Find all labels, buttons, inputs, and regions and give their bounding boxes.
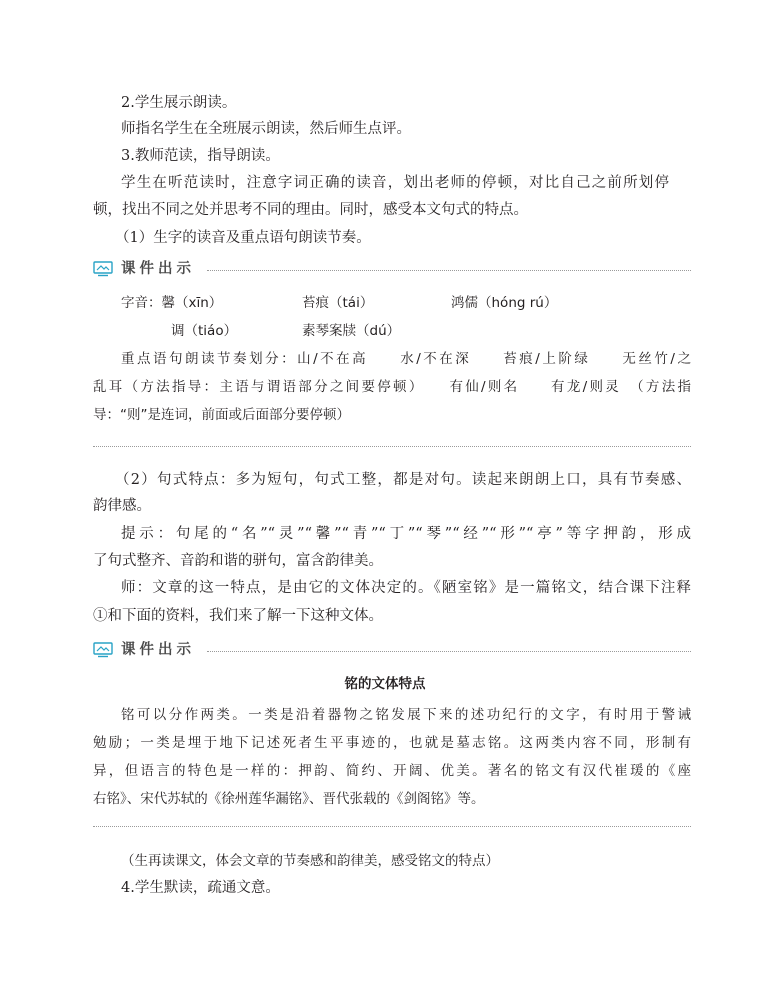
dotted-divider (207, 651, 691, 652)
hint-line: 了句式整齐、音韵和谐的骈句，富含韵律美。 (93, 553, 383, 569)
pronunciation-du: 素琴案牍（dú） (302, 323, 401, 339)
step-2-heading: 2.学生展示朗读。 (121, 95, 237, 111)
section-divider (93, 826, 691, 827)
teacher-line: 师：文章的这一特点，是由它的文体决定的。《陋室铭》是一篇铭文，结合课下注释 (121, 580, 691, 596)
rhythm-line: 乱耳（方法指导：主语与谓语部分之间要停顿） 有仙/则名 有龙/则灵 （方法指 (93, 379, 691, 395)
paragraph-line: 学生在听范读时，注意字词正确的读音，划出老师的停顿，对比自己之前所划停 (121, 175, 669, 191)
paragraph-line: 顿，找出不同之处并思考不同的理由。同时，感受本文句式的特点。 (93, 202, 528, 218)
courseware-title: 铭的文体特点 (344, 676, 426, 692)
courseware-paragraph-line: 勉励；一类是埋于地下记述死者生平事迹的，也就是墓志铭。这两类内容不同，形制有 (93, 735, 691, 751)
section-divider (93, 446, 691, 447)
subheading-1: （1）生字的读音及重点语句朗读节奏。 (115, 230, 371, 246)
pronunciation-tiao: 调（tiáo） (171, 323, 238, 339)
paragraph: 师指名学生在全班展示朗读，然后师生点评。 (121, 121, 411, 137)
hint-line: 提示：句尾的“名”“灵”“馨”“青”“丁”“琴”“经”“形”“亭”等字押韵，形成 (121, 526, 691, 542)
paragraph-line: 韵律感。 (93, 498, 151, 514)
screen-icon (93, 642, 113, 658)
courseware-banner (93, 259, 691, 279)
subheading-2: （2）句式特点：多为短句，句式工整，都是对句。读起来朗朗上口，具有节奏感、 (115, 472, 691, 488)
courseware-paragraph-line: 铭可以分作两类。一类是沿着器物之铭发展下来的述功纪行的文字，有时用于警诫 (121, 707, 691, 723)
pronunciation-hongru: 鸿儒（hóng rú） (451, 295, 558, 311)
screen-icon (93, 261, 113, 277)
step-4-heading: 4.学生默读，疏通文意。 (121, 880, 280, 896)
note-line: （生再读课文，体会文章的节奏感和韵律美，感受铭文的特点） (121, 853, 499, 869)
dotted-divider (207, 270, 691, 271)
rhythm-line: 导：“则”是连词，前面或后面部分要停顿） (93, 407, 350, 423)
courseware-paragraph-line: 异，但语言的特色是一样的：押韵、简约、开阔、优美。著名的铭文有汉代崔瑗的《座 (93, 763, 691, 779)
courseware-banner (93, 640, 691, 660)
banner-label: 课件出示 (121, 261, 195, 277)
rhythm-line: 重点语句朗读节奏划分：山/不在高 水/不在深 苔痕/上阶绿 无丝竹/之 (121, 351, 691, 367)
pronunciation-xin: 字音：馨（xīn） (121, 295, 223, 311)
step-3-heading: 3.教师范读，指导朗读。 (121, 148, 280, 164)
banner-label: 课件出示 (121, 642, 195, 658)
pronunciation-tai: 苔痕（tái） (302, 295, 374, 311)
teacher-line: ①和下面的资料，我们来了解一下这种文体。 (93, 608, 383, 624)
courseware-paragraph-line: 右铭》、宋代苏轼的《徐州莲华漏铭》、晋代张载的《剑阁铭》等。 (93, 791, 485, 807)
